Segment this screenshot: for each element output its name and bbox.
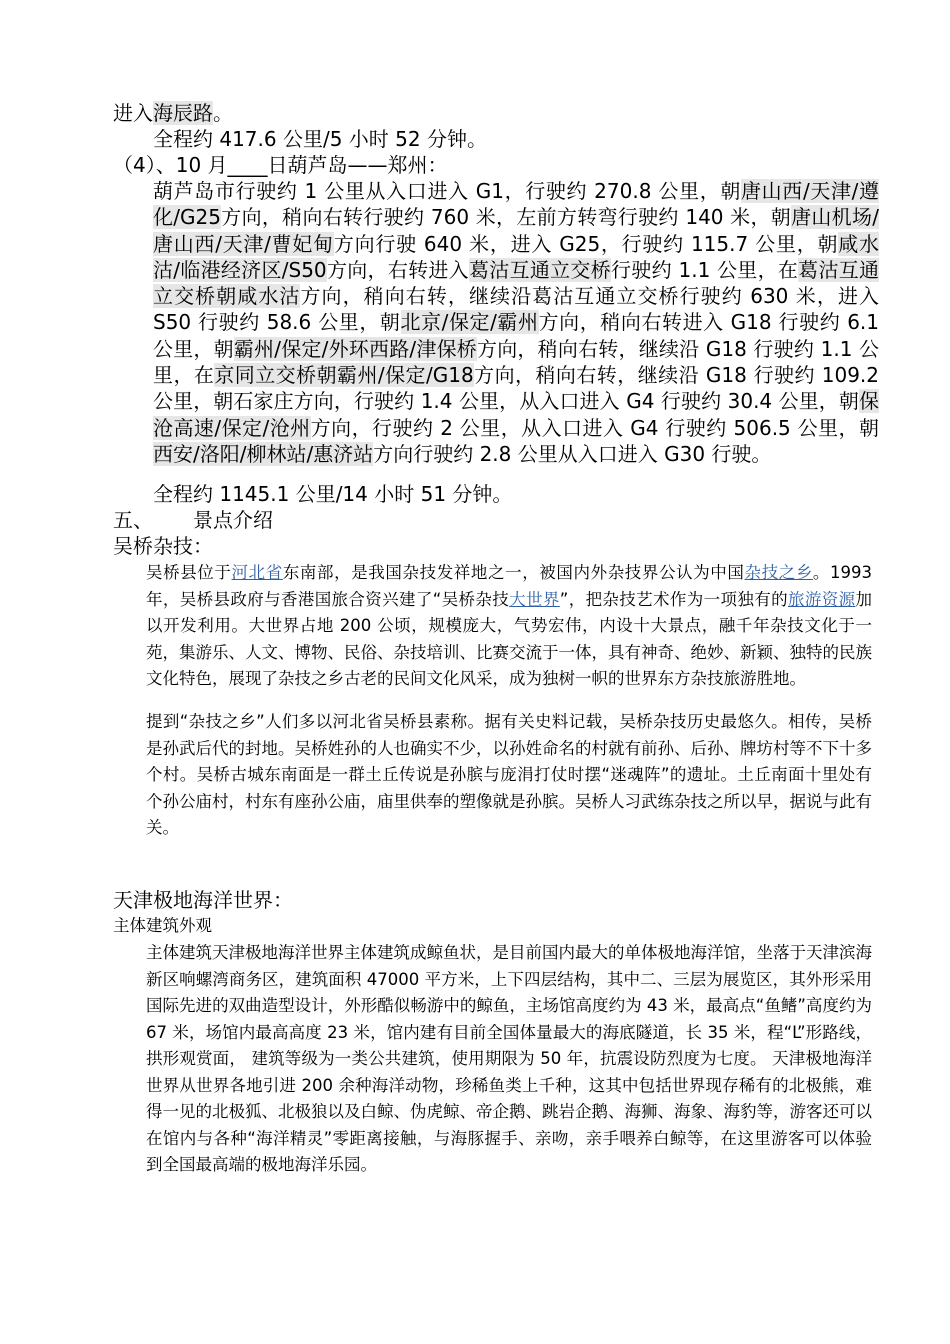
highlighted-direction: 北京/保定/霸州 (400, 310, 539, 335)
tianjin-subheading: 主体建筑外观 (113, 916, 212, 935)
route-total-time-2: 全程约 1145.1 公里/14 小时 51 分钟。 (153, 482, 513, 506)
link-acrobatics-hometown[interactable]: 杂技之乡 (744, 563, 813, 582)
tianjin-heading: 天津极地海洋世界： (113, 888, 293, 912)
highlighted-direction: 京同立交桥朝霸州/保定/G18 (214, 363, 474, 388)
highlighted-road: 海辰路 (153, 101, 213, 125)
link-hebei-province[interactable]: 河北省 (231, 563, 283, 582)
wuqiao-paragraph-2: 提到“杂技之乡”人们多以河北省吴桥县素称。据有关史料记载，吴桥杂技历史最悠久。相传，吴桥是孙武后代的封地。吴桥姓孙的人也确实不少，以孙姓命名的村就有前孙、后孙、牌坊村等不下十多个村。吴桥古城东南面是一群土丘传说是孙膑与庞涓打仗时摆“迷魂阵”的遗址。土丘南面十里处有个孙公庙村，村东有座孙公庙，庙里供奉的塑像就是孙膑。吴桥人习武练杂技之所以早，据说与此有关。 (146, 712, 872, 837)
tianjin-paragraph: 主体建筑天津极地海洋世界主体建筑成鲸鱼状，是目前国内最大的单体极地海洋馆，坐落于天津滨海新区响螺湾商务区，建筑面积 47000 平方米，上下四层结构，其中二、三层为展览区，其外形采用国际先进的双曲造型设计，外形酷似畅游中的鲸鱼，主场馆高度约为 43 米，最高点“鱼鳍”高度约为 67 米，场馆内最高高度 23 米，馆内建有目前全国体量最大的海底隧道，长 35 米，程“L”形路线，拱形观赏面， 建筑等级为一类公共建筑，使用期限为 50 年，抗震设防烈度为七度。 天津极地海洋世界从世界各地引进 200 余种海洋动物，珍稀鱼类上千种，这其中包括世界现存稀有的北极熊，难得一见的北极狐、北极狼以及白鲸、伪虎鲸、帝企鹅、跳岩企鹅、海狮、海象、海豹等，游客还可以在馆内与各种“海洋精灵”零距离接触，与海豚握手、亲吻，亲手喂养白鲸等，在这里游客可以体验到全国最高端的极地海洋乐园。 (146, 943, 872, 1174)
link-big-world[interactable]: 大世界 (509, 589, 560, 609)
route-heading-4: （4）、10 月____日葫芦岛——郑州： (113, 153, 448, 177)
route-directions-paragraph: 葫芦岛市行驶约 1 公里从入口进入 G1，行驶约 270.8 公里，朝唐山西/天津/遵化/G25方向，稍向右转行驶约 760 米，左前方转弯行驶约 140 米，朝唐山机场/唐山西/天津/曹妃甸方向行驶 640 米，进入 G25，行驶约 115.7 公里，朝咸水沽/临港经济区/S50方向，右转进入葛沽互通立交桥行驶约 1.1 公里，在葛沽互通立交桥朝咸水沽方向，稍向右转，继续沿葛沽互通立交桥行驶约 630 米，进入 S50 行驶约 58.6 公里，朝北京/保定/霸州方向，稍向右转进入 G18 行驶约 6.1 公里，朝霸州/保定/外环西路/津保桥方向，稍向右转，继续沿 G18 行驶约 1.1 公里，在京同立交桥朝霸州/保定/G18方向，稍向右转，继续沿 G18 行驶约 109.2 公里，朝石家庄方向，行驶约 1.4 公里，从入口进入 G4 行驶约 30.4 公里，朝保沧高速/保定/沧州方向，行驶约 2 公里，从入口进入 G4 行驶约 506.5 公里，朝西安/洛阳/柳林站/惠济站方向行驶约 2.8 公里从入口进入 G30 行驶。 (153, 179, 880, 466)
section-title: 景点介绍 (193, 508, 273, 532)
wuqiao-heading: 吴桥杂技： (113, 534, 213, 558)
wuqiao-paragraph-1: 吴桥县位于河北省东南部，是我国杂技发祥地之一，被国内外杂技界公认为中国杂技之乡。1993 年，吴桥县政府与香港国旅合资兴建了“吴桥杂技大世界”，把杂技艺术作为一项独有的旅游资源加以开发利用。大世界占地 200 公顷，规模庞大，气势宏伟，内设十大景点，融千年杂技文化于一苑，集游乐、人文、博物、民俗、杂技培训、比赛交流于一体，具有神奇、绝妙、新颖、独特的民族文化特色，展现了杂技之乡古老的民间文化风采，成为独树一帜的世界东方杂技旅游胜地。 (146, 563, 873, 688)
route-text: 进入 (113, 101, 153, 125)
route-text: 。 (213, 101, 233, 125)
highlighted-direction: 霸州/保定/外环西路/津保桥 (233, 336, 478, 361)
highlighted-direction: 唐山西/天津/遵化/G25 (153, 179, 879, 230)
route-ending-line (113, 100, 839, 126)
highlighted-direction: 咸水沽/临港经济区/S50 (153, 231, 880, 282)
highlighted-direction: 唐山机场/唐山西/天津/曹妃甸 (153, 205, 879, 256)
route-total-time-1: 全程约 417.6 公里/5 小时 52 分钟。 (153, 127, 487, 151)
section-number: 五、 (113, 508, 153, 532)
highlighted-direction: 保沧高速/保定/沧州 (153, 389, 879, 440)
highlighted-direction: 葛沽互通立交桥朝咸水沽 (153, 257, 880, 309)
section-heading (113, 507, 839, 533)
highlighted-direction: 西安/洛阳/柳林站/惠济站 (153, 441, 374, 466)
link-tourism-resources[interactable]: 旅游资源 (788, 589, 856, 609)
highlighted-direction: 葛沽互通立交桥 (468, 257, 612, 282)
